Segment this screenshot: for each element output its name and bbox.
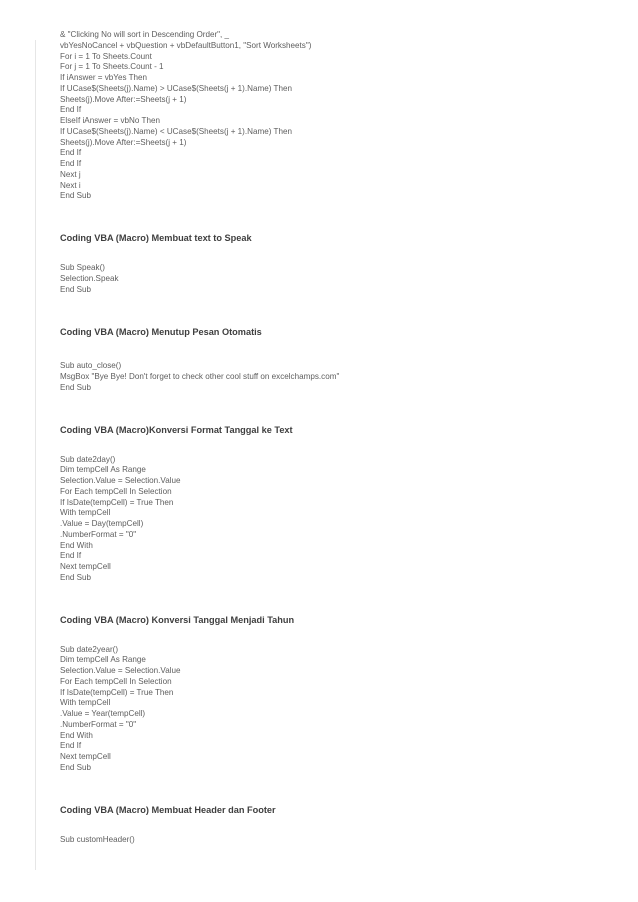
section-heading: Coding VBA (Macro) Konversi Tanggal Menjadi Tahun: [60, 614, 295, 625]
code-line: Sheets(j).Move After:=Sheets(j + 1): [60, 94, 187, 104]
section-heading: Coding VBA (Macro) Membuat Header dan Footer: [60, 804, 276, 815]
code-line: End Sub: [60, 191, 92, 201]
code-line: Sub date2day(): [60, 454, 116, 464]
code-line: For Each tempCell In Selection: [60, 676, 172, 686]
section-auto-close: [60, 326, 600, 393]
code-line: End Sub: [60, 382, 92, 392]
code-line: Next tempCell: [60, 562, 111, 571]
code-block: [60, 645, 600, 774]
code-line: ElseIf iAnswer = vbNo Then: [60, 116, 160, 125]
code-line: End If: [60, 551, 82, 561]
section-heading: Coding VBA (Macro) Membuat text to Speak: [60, 233, 252, 243]
code-line: .Value = Year(tempCell): [60, 709, 146, 718]
code-line: Selection.Speak: [60, 273, 119, 283]
code-line: Sub auto_close(): [60, 361, 122, 371]
code-line: End Sub: [60, 284, 92, 294]
section-heading: Coding VBA (Macro)Konversi Format Tanggal ke Text: [60, 424, 293, 435]
code-block: [60, 263, 600, 295]
code-line: Selection.Value = Selection.Value: [60, 666, 181, 675]
code-block: [60, 361, 600, 393]
code-line: For Each tempCell In Selection: [60, 486, 172, 496]
code-line: .NumberFormat = "0": [60, 719, 137, 729]
code-line: With tempCell: [60, 698, 111, 708]
code-line: For i = 1 To Sheets.Count: [60, 51, 152, 61]
code-line: If iAnswer = vbYes Then: [60, 73, 148, 82]
code-line: Sub Speak(): [60, 263, 105, 272]
document-body: [60, 30, 600, 845]
code-line: End If: [60, 105, 82, 115]
code-line: & "Clicking No will sort in Descending Order", _: [60, 30, 230, 39]
code-line: vbYesNoCancel + vbQuestion + vbDefaultButton1, "Sort Worksheets"): [60, 40, 312, 50]
section-date2day: [60, 424, 600, 584]
code-line: Next j: [60, 169, 81, 179]
code-line: Sub date2year(): [60, 644, 119, 654]
code-line: With tempCell: [60, 508, 111, 518]
code-line: .Value = Day(tempCell): [60, 519, 144, 528]
code-line: End If: [60, 148, 82, 158]
code-line: End With: [60, 730, 93, 740]
code-line: End If: [60, 159, 82, 168]
code-line: Sub customHeader(): [60, 834, 135, 844]
code-line: Selection.Value = Selection.Value: [60, 476, 181, 485]
code-block-sort-worksheets: [60, 30, 600, 202]
code-line: Sheets(j).Move After:=Sheets(j + 1): [60, 137, 187, 147]
section-heading: Coding VBA (Macro) Menutup Pesan Otomatis: [60, 327, 262, 338]
code-line: End Sub: [60, 762, 92, 772]
code-line: .NumberFormat = "0": [60, 529, 137, 539]
code-block: [60, 835, 600, 846]
code-line: Next i: [60, 180, 81, 190]
code-line: MsgBox "Bye Bye! Don't forget to check other cool stuff on excelchamps.com": [60, 372, 340, 381]
code-line: For j = 1 To Sheets.Count - 1: [60, 62, 164, 72]
left-margin-rule: [35, 40, 36, 870]
code-line: Dim tempCell As Range: [60, 655, 146, 665]
code-line: End Sub: [60, 572, 92, 582]
code-line: Dim tempCell As Range: [60, 465, 146, 475]
code-line: Next tempCell: [60, 752, 111, 761]
section-date2year: [60, 614, 600, 774]
code-line: If IsDate(tempCell) = True Then: [60, 687, 174, 697]
code-line: If IsDate(tempCell) = True Then: [60, 497, 174, 507]
code-line: End If: [60, 741, 82, 751]
code-line: If UCase$(Sheets(j).Name) > UCase$(Sheets(j + 1).Name) Then: [60, 83, 292, 93]
code-line: End With: [60, 540, 93, 550]
code-block: [60, 455, 600, 584]
code-line: If UCase$(Sheets(j).Name) < UCase$(Sheets(j + 1).Name) Then: [60, 126, 292, 136]
section-custom-header: [60, 804, 600, 846]
section-text-to-speak: [60, 232, 600, 295]
